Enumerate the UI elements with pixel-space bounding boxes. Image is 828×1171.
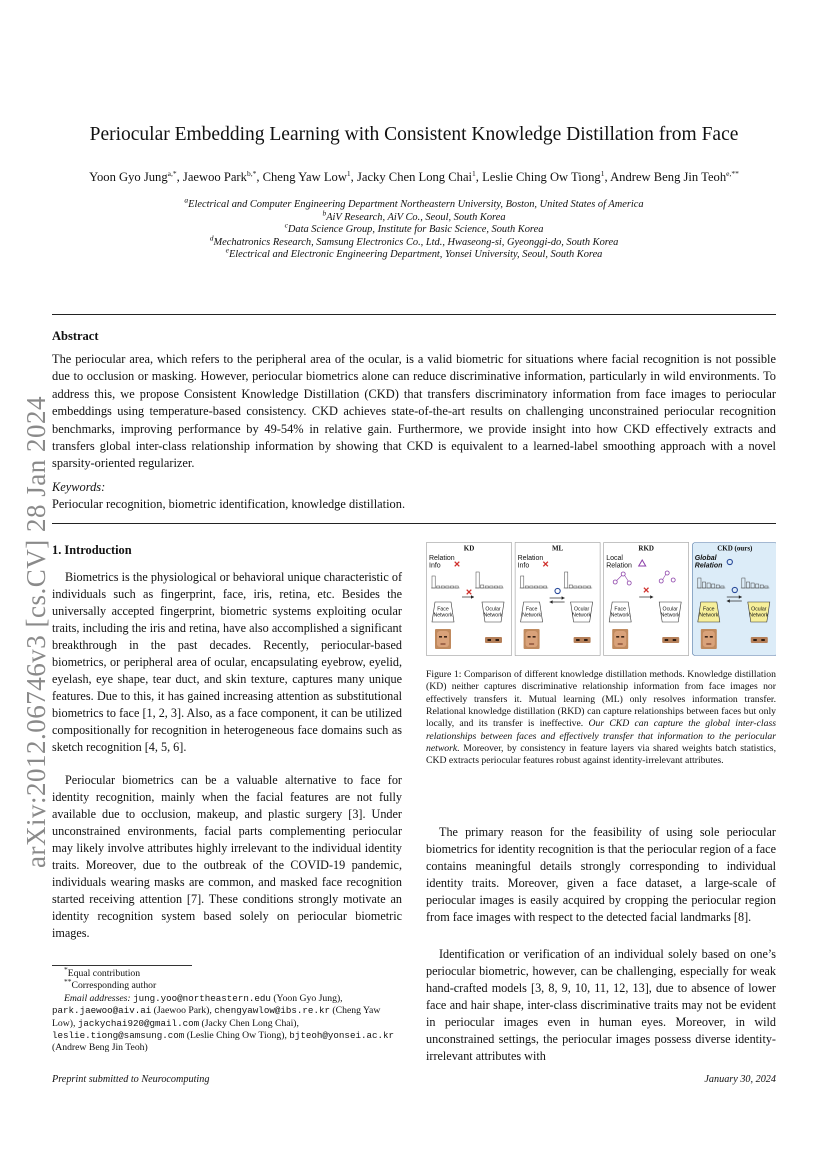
author-mark: e,** xyxy=(726,168,739,178)
figure-1-diagram xyxy=(426,542,776,656)
email-addresses: Email addresses: jung.yoo@northeastern.edu (Yoon Gyo Jung), park.jaewoo@aiv.ai (Jaewoo Park), chengyawlow@ibs.re.kr (Cheng Yaw Low), jackychai920@gmail.com (Jacky Chen Long Chai), leslie.tiong@samsung.com (Leslie Ching Ow Tiong), bjteoh@yonsei.ac.kr (Andrew Beng Jin Teoh) xyxy=(52,992,395,1054)
email-owner: (Yoon Gyo Jung), xyxy=(270,992,343,1004)
ocular-network-block xyxy=(571,602,593,622)
relation-label: Relation xyxy=(606,562,632,570)
affiliation-item: $^c$Data Science Group, Institute for Basic Science, South Korea xyxy=(284,220,544,236)
paper-title: Periocular Embedding Learning with Consistent Knowledge Distillation from Face xyxy=(89,124,739,145)
email-address[interactable]: bjteoh@yonsei.ac.kr xyxy=(289,1030,395,1042)
email-address[interactable]: jung.yoo@northeastern.edu xyxy=(133,992,271,1004)
relation-label: Info xyxy=(429,562,441,570)
network-label: Network xyxy=(433,612,453,619)
figure-panel-kd xyxy=(427,543,512,656)
intro-paragraph-1: Biometrics is the physiological or behavioral unique characteristic of individuals such as fingerprint, face, iris, retina, etc. Besides the universally accepted fingerprint, biometric systems exploiting ocular traits, including the iris and retina, have also accomplished a significant breakthrough in the past decades. Recently, periocular-based biometrics, or peripheral area of ocular, encapsulating eyebrow, eyelid, eyelash, eye shape, tear duct, and skin texture, captures many unique features. Due to this, it has gained increasing attention as substitutional biometrics to face [1, 2, 3]. Also, as a face component, it can be utilized compositionally for recognition in heterogeneous face domains such as sketch recognition [4, 5, 6]. xyxy=(52,570,402,754)
author-name: Jacky Chen Long Chai xyxy=(356,170,473,184)
affiliation-item: $^d$Mechatronics Research, Samsung Electronics Co., Ltd., Hwaseong-si, Gyeonggi-do, South Korea xyxy=(209,233,619,248)
footer-journal: Preprint submitted to Neurocomputing xyxy=(52,1074,210,1085)
periocular-image xyxy=(574,637,591,643)
figure-1-caption xyxy=(426,669,776,768)
author-name: Jaewoo Park xyxy=(182,170,247,184)
abstract-text: The periocular area, which refers to the peripheral area of the ocular, is a valid biometric for situations where facial recognition is not possible due to occlusion or masking. However, periocular biometrics alone can reduce discriminative information, particularly in wild environments. To address this, we propose Consistent Knowledge Distillation (CKD) that transfers discriminatory information from face images to periocular embeddings using temperature-based consistency. CKD achieves state-of-the-art results on challenging unconstrained periocular recognition benchmarks, improving performance by 49-54% in relative gain. Furthermore, we provide insight into how CKD effectively extracts and transfers global inter-class relationship information by showing that CKD is equivalent to a learned-label smoothing approach with a novel sparsity-oriented regularizer. xyxy=(52,352,776,471)
relation-label: Relation xyxy=(694,562,723,570)
author-mark: a,* xyxy=(167,168,177,178)
affiliation-list xyxy=(80,195,748,262)
email-owner: (Jacky Chen Long Chai), xyxy=(199,1017,299,1029)
network-label: Network xyxy=(572,612,592,619)
network-label: Network xyxy=(749,612,769,619)
face-network-block xyxy=(609,602,631,622)
intro-paragraph-3: The primary reason for the feasibility of using sole periocular biometrics for identity recognition is that the periocular region of a face contains meaningful details strongly corresponding to individual identity traits. Moreover, given a face dataset, a large-scale of periocular images is easily acquired by cropping the periocular region from face images with respect to the detected facial landmarks [8]. xyxy=(426,825,776,924)
author-mark: 1 xyxy=(472,168,476,178)
footnotes xyxy=(52,964,402,1055)
relation-label: Global xyxy=(694,555,717,562)
periocular-image xyxy=(485,637,502,643)
figure-panel-rkd xyxy=(604,543,689,656)
network-label: Face xyxy=(437,606,449,613)
network-label: Ocular xyxy=(485,606,501,613)
network-label: Network xyxy=(660,612,680,619)
face-network-block xyxy=(521,602,543,622)
panel-title: CKD (ours) xyxy=(717,544,753,553)
relation-label: Local xyxy=(606,555,623,562)
face-network-block xyxy=(698,602,720,622)
email-owner: (Jaewoo Park), xyxy=(151,1005,215,1017)
caption-text: Figure 1: Comparison of different knowledge distillation methods. Knowledge distillation (KD) neither captures discriminative relationship information from face images nor effectively transfers it. Mutual learning (ML) only resolves information transfer. Relational knowledge distillation (RKD) can capture relationships between faces but only locally, and its transfer is ineffective. xyxy=(426,669,776,730)
network-label: Ocular xyxy=(751,606,767,613)
ocular-network-block xyxy=(748,602,770,622)
network-label: Face xyxy=(614,606,626,613)
caption-italic-text: Our CKD can capture the global inter-class relationships between faces and effectively transfer that information to the periocular network. xyxy=(426,718,777,755)
intro-paragraph-4: Identification or verification of an individual solely based on one’s periocular biometric, however, can be challenging, especially for weak hand-crafted models [3, 8, 9, 10, 11, 12, 13], due to absence of lower face and hair shape, inter-class discriminative traits may not be evident in periocular images even in human eyes. Moreover, in wild unconstrained settings, the periocular images possess diverse identity-irrelevant attributes with xyxy=(426,947,776,1063)
ocular-network-block xyxy=(659,602,681,622)
periocular-image xyxy=(662,637,679,643)
network-label: Network xyxy=(483,612,503,619)
abstract-bottom-rule xyxy=(52,523,776,524)
face-image xyxy=(701,629,717,649)
keywords-label: Keywords: xyxy=(52,480,106,494)
email-owner: (Leslie Ching Ow Tiong), xyxy=(184,1030,290,1042)
face-network-block xyxy=(432,602,454,622)
email-address[interactable]: leslie.tiong@samsung.com xyxy=(52,1030,185,1042)
footer-date: January 30, 2024 xyxy=(704,1074,776,1085)
face-image xyxy=(435,629,451,649)
email-address[interactable]: park.jaewoo@aiv.ai xyxy=(52,1005,152,1017)
email-owner: (Cheng Yaw Low), xyxy=(52,1005,381,1029)
relation-label: Relation xyxy=(517,555,544,562)
panel-title: KD xyxy=(463,544,475,553)
affiliation-item: $^e$Electrical and Electronic Engineering Department, Yonsei University, Seoul, South Korea xyxy=(225,245,603,261)
face-image xyxy=(524,629,540,649)
network-label: Network xyxy=(522,612,542,619)
keywords-text: Periocular recognition, biometric identification, knowledge distillation. xyxy=(52,497,406,511)
arxiv-identifier: arXiv:2012.06746v3 [cs.CV] 28 Jan 2024 xyxy=(21,396,51,868)
relation-label: Relation xyxy=(429,555,455,562)
email-address[interactable]: chengyawlow@ibs.re.kr xyxy=(214,1005,330,1017)
author-name: Yoon Gyo Jung xyxy=(89,170,168,184)
footnote-equal: *Equal contribution xyxy=(64,964,141,979)
network-label: Face xyxy=(525,606,538,613)
author-name: Leslie Ching Ow Tiong xyxy=(482,170,601,184)
periocular-image xyxy=(751,637,768,643)
network-label: Network xyxy=(699,612,719,619)
ocular-network-block xyxy=(482,602,504,622)
face-image xyxy=(612,629,628,649)
affiliation-item: $^a$Electrical and Computer Engineering Department Northeastern University, Boston, United States of America xyxy=(184,195,644,210)
figure-panel-ml xyxy=(515,543,600,656)
author-name: Cheng Yaw Low xyxy=(262,170,347,184)
intro-paragraph-2: Periocular biometrics can be a valuable alternative to face for identity recognition, mainly when the facial features are not fully available due to occlusion, makeup, and plastic surgery [3]. Under unconstrained environments, facial parts complementing periocular may likely involve attributes highly irrelevant to the individual identity traits. Moreover, due to the outbreak of the COVID-19 pandemic, individuals wearing masks are common, and masked face recognition started receiving attention [7]. These conditions strongly motivate an identity recognition system based solely on periocular biometric images. xyxy=(52,773,402,940)
author-mark: 1 xyxy=(346,168,351,178)
network-label: Ocular xyxy=(662,606,678,613)
email-address[interactable]: jackychai920@gmail.com xyxy=(77,1017,200,1029)
author-list: Yoon Gyo Jung$^{a,*}$, Jaewoo Park$^{b,*}$, Cheng Yaw Low$^1$, Jacky Chen Long Chai$^1$, Leslie Ching Ow Tiong$^1$, Andrew Beng Jin Teoh$^{e,**}$ xyxy=(89,168,739,184)
caption-tail-text: Moreover, by consistency in feature layers via shared weights batch statistics, CKD extracts periocular features robust against identity-irrelevant attributes. xyxy=(426,743,776,767)
network-label: Face xyxy=(703,606,715,613)
email-owner: (Andrew Beng Jin Teoh) xyxy=(52,1042,148,1054)
abstract-heading: Abstract xyxy=(52,329,99,343)
author-name: Andrew Beng Jin Teoh xyxy=(610,170,727,184)
network-label: Ocular xyxy=(573,606,590,613)
panel-title: RKD xyxy=(638,544,654,553)
footnote-rule xyxy=(52,965,192,966)
top-rule xyxy=(52,314,776,315)
figure-panel-ckd xyxy=(692,543,776,656)
footnote-corresponding: **Corresponding author xyxy=(64,977,157,992)
affiliation-item: $^b$AiV Research, AiV Co., Seoul, South Korea xyxy=(322,208,506,223)
panel-title: ML xyxy=(551,544,564,553)
author-mark: 1 xyxy=(600,168,605,178)
section-heading-introduction: 1. Introduction xyxy=(52,543,132,557)
network-label: Network xyxy=(610,612,630,619)
relation-label: Info xyxy=(517,562,530,570)
author-mark: b,* xyxy=(246,168,257,178)
